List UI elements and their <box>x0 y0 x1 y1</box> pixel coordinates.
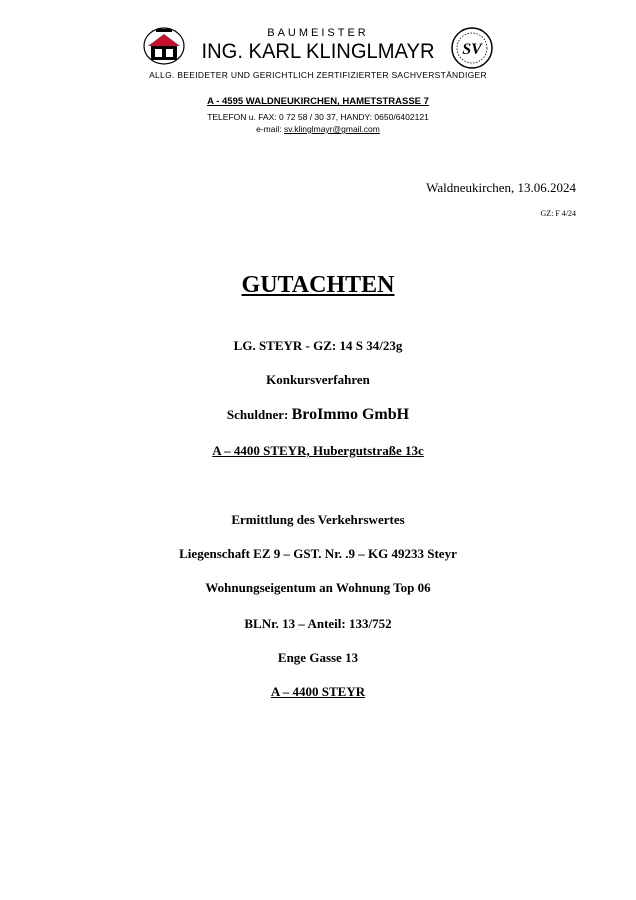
email-link[interactable]: sv.klinglmayr@gmail.com <box>284 124 380 134</box>
procedure-type: Konkursverfahren <box>266 372 370 387</box>
profession-label: BAUMEISTER <box>267 27 369 39</box>
valuation-purpose: Ermittlung des Verkehrswertes <box>231 512 405 527</box>
place-date: Waldneukirchen, 13.06.2024 <box>426 180 576 195</box>
sv-seal-text: SV <box>462 41 482 58</box>
property-designation: Liegenschaft EZ 9 – GST. Nr. .9 – KG 49233 Steyr <box>179 546 457 561</box>
letterhead <box>0 0 636 150</box>
debtor-line <box>0 406 636 424</box>
debtor-label: Schuldner: <box>226 407 289 422</box>
ownership-type: Wohnungseigentum an Wohnung Top 06 <box>205 580 431 595</box>
office-address: A - 4595 WALDNEUKIRCHEN, HAMETSTRASSE 7 <box>207 96 429 107</box>
phone-line: TELEFON u. FAX: 0 72 58 / 30 37, HANDY: 0650/6402121 <box>207 112 429 122</box>
document-title: GUTACHTEN <box>241 272 395 298</box>
email-line <box>0 124 636 134</box>
file-reference: GZ: F 4/24 <box>540 209 576 218</box>
city-line: A – 4400 STEYR <box>270 684 366 699</box>
court-reference: LG. STEYR - GZ: 14 S 34/23g <box>233 338 403 353</box>
debtor-name: BroImmo GmbH <box>291 406 410 423</box>
certification-line: ALLG. BEEIDETER UND GERICHTLICH ZERTIFIZIERTER SACHVERSTÄNDIGER <box>149 70 487 80</box>
expert-name: ING. KARL KLINGLMAYR <box>201 40 435 63</box>
share-line: BLNr. 13 – Anteil: 133/752 <box>244 616 392 631</box>
email-label: e-mail: <box>256 124 282 134</box>
debtor-address: A – 4400 STEYR, Hubergutstraße 13c <box>212 443 424 458</box>
street-address: Enge Gasse 13 <box>277 650 359 665</box>
